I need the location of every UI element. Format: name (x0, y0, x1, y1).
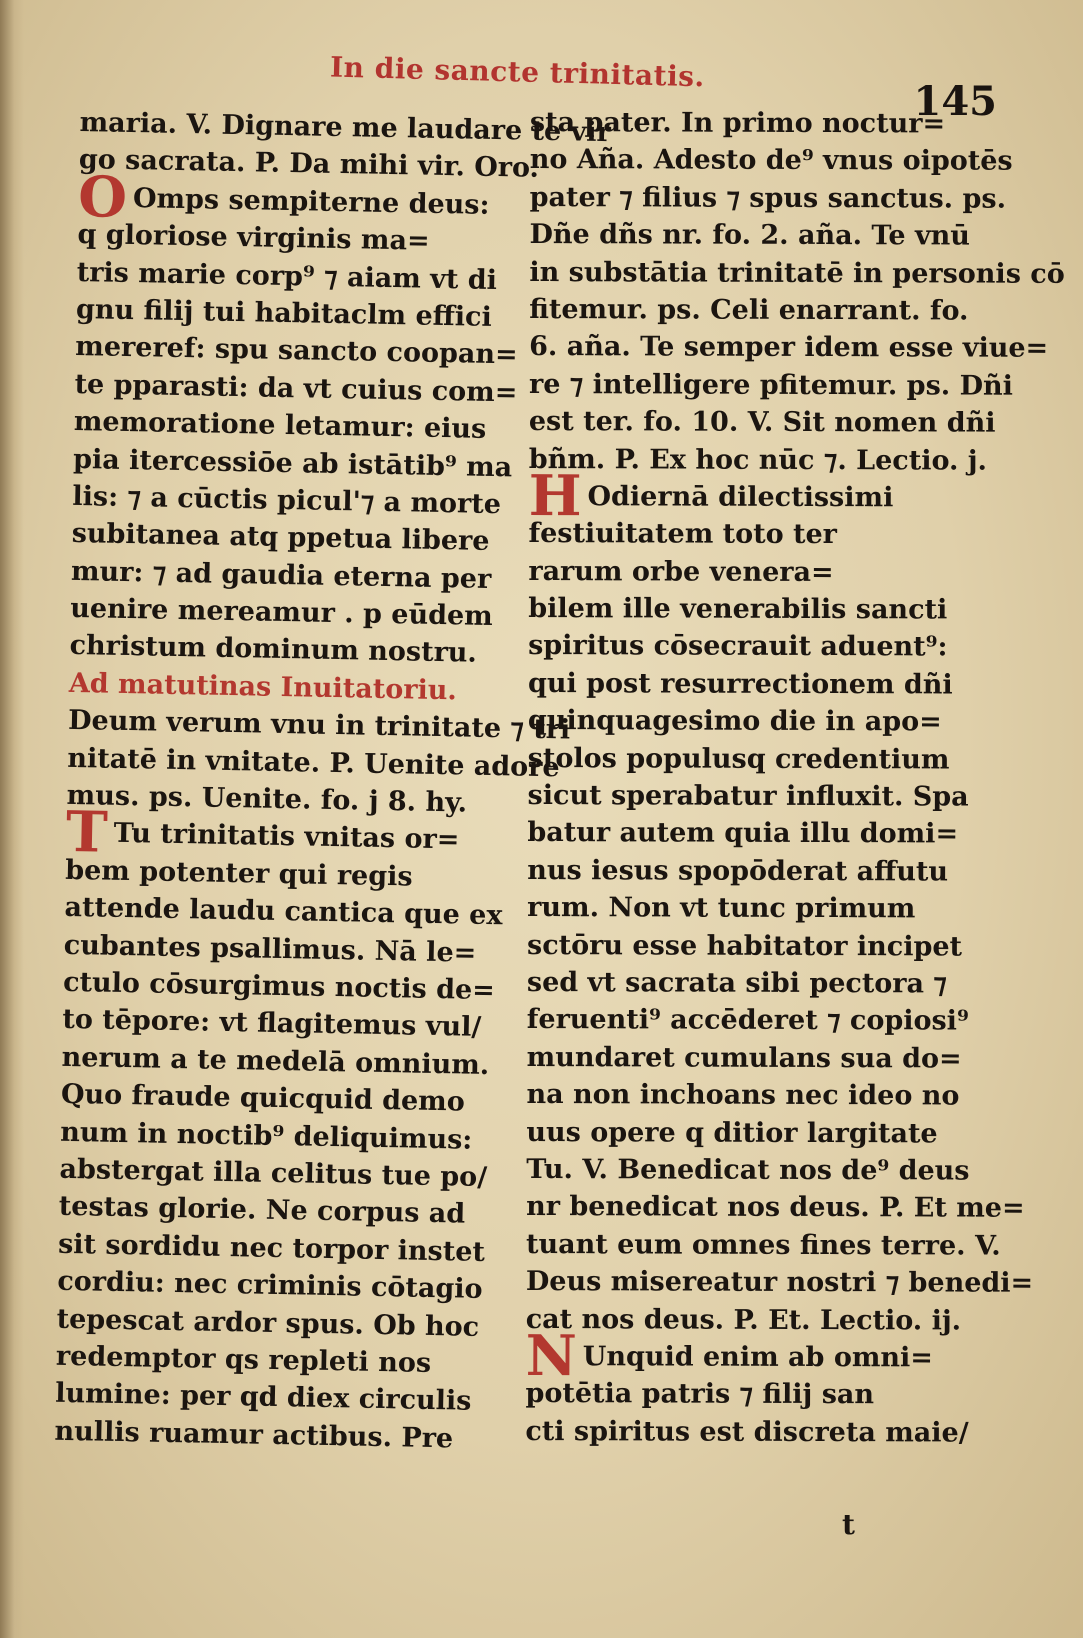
text-line: Quo fraude quicquid demo (60, 1078, 466, 1118)
text-line: lumine: per qd diex circulis (54, 1378, 472, 1418)
text-line: redemptor qs repleti nos (55, 1340, 432, 1379)
left-text-column (54, 104, 612, 1458)
text-line: mus. ps. Uenite. fo. j 8. hy. (66, 779, 468, 819)
text-line: attende laudu cantica que ex (64, 892, 503, 932)
text-line: cordiu: nec criminis cōtagio (57, 1265, 483, 1306)
text-line: mereref: spu sancto coopan= (75, 331, 518, 371)
folio-number: 145 (913, 78, 997, 125)
text-line: bem potenter qui regis (64, 854, 413, 893)
text-line: cubantes psallimus. Nā le= (63, 929, 477, 969)
text-line: cti spiritus est discreta maie/ (525, 1415, 969, 1449)
text-line: lis: ⁊ a cūctis picul'⁊ a morte (72, 480, 502, 521)
red-initial: N (525, 1322, 577, 1390)
text-line: est ter. fo. 10. V. Sit nomen dñi (528, 406, 996, 439)
text-line: nerum a te medelā omnium. (61, 1041, 490, 1081)
text-line: christum dominum nostru. (69, 630, 478, 670)
text-line: sit sordidu nec torpor instet (57, 1228, 486, 1268)
text-line: fitemur. ps. Celi enarrant. fo. (529, 293, 969, 327)
text-line: subitanea atq ppetua libere (71, 518, 490, 558)
red-initial: H (528, 462, 582, 530)
rubric-heading: Ad matutinas Inuitatoriu. (68, 667, 458, 707)
text-line: testas glorie. Ne corpus ad (58, 1191, 466, 1230)
text-line: quinquagesimo die in apo= (527, 705, 942, 738)
red-initial: T (65, 799, 109, 867)
text-line: tuant eum omnes fines terre. V. (525, 1228, 1001, 1262)
text-line: in substātia trinitatē in personis cō (529, 256, 1065, 290)
text-line: mundaret cumulans sua do= (526, 1041, 962, 1075)
text-line: cat nos deus. P. Et. Lectio. ij. (525, 1303, 962, 1337)
text-line: abstergat illa celitus tue po/ (59, 1153, 488, 1193)
text-line: no Aña. Adesto de⁹ vnus oipotēs (529, 144, 1013, 178)
text-line: bñm. P. Ex hoc nūc ⁊. Lectio. j. (528, 443, 988, 477)
right-text-column (525, 104, 1065, 1452)
text-line: num in noctib⁹ deliquimus: (59, 1116, 473, 1156)
text-line: nullis ruamur actibus. Pre (54, 1415, 454, 1455)
text-line: Dñe dñs nr. fo. 2. aña. Te vnū (529, 219, 970, 252)
text-line: mur: ⁊ ad gaudia eterna per (70, 555, 492, 595)
text-line: nitatē in vnitate. P. Uenite adore (67, 742, 560, 783)
text-line: na non inchoans nec ideo no (526, 1079, 960, 1112)
text-line-content: Omps sempiterne deus: (132, 182, 490, 221)
text-line: go sacrata. P. Da mihi vir. Oro. (78, 144, 540, 185)
text-line (528, 462, 999, 530)
text-line (525, 1322, 996, 1390)
catchword: t (842, 1508, 855, 1541)
text-line: batur autem quia illu domi= (527, 817, 959, 850)
text-line: q gloriose virginis ma= (77, 219, 430, 257)
text-line: festiuitatem toto ter (528, 518, 837, 551)
text-line: sctōru esse habitator incipet (527, 929, 963, 963)
text-line: pia itercessiōe ab istātib⁹ ma (72, 443, 513, 483)
text-line: bilem ille venerabilis sancti (528, 593, 948, 626)
text-line: potētia patris ⁊ filij san (525, 1378, 875, 1411)
text-line: feruenti⁹ accēderet ⁊ copiosi⁹ (526, 1004, 969, 1037)
text-line-content: Tu trinitatis vnitas or= (113, 818, 460, 856)
text-line: Deus misereatur nostri ⁊ benedi= (525, 1266, 1034, 1299)
text-line: rum. Non vt tunc primum (527, 892, 916, 925)
text-line: nr benedicat nos deus. P. Et me= (526, 1191, 1025, 1225)
text-line: 6. aña. Te semper idem esse viue= (529, 331, 1049, 365)
text-line: spiritus cōsecrauit aduent⁹: (528, 630, 948, 663)
text-line: ctulo cōsurgimus noctis de= (62, 966, 496, 1007)
text-line: pater ⁊ filius ⁊ spus sanctus. ps. (529, 181, 1007, 215)
text-line: sta pater. In primo noctur= (529, 106, 946, 140)
text-line: nus iesus spopōderat affutu (527, 854, 949, 888)
text-line: re ⁊ intelligere pfitemur. ps. Dñi (528, 368, 1013, 402)
text-line: to tēpore: vt flagitemus vul/ (62, 1004, 482, 1044)
page-gutter-shadow (0, 0, 24, 1638)
running-head: In die sancte trinitatis. (329, 50, 706, 94)
text-line: sicut sperabatur influxit. Spa (527, 780, 969, 813)
text-line: uenire mereamur . p eūdem (70, 592, 494, 633)
text-line: stolos populusq credentium (527, 742, 950, 776)
text-line-content: Odiernā dilectissimi (587, 481, 894, 514)
text-line: gnu filij tui habitaclm effici (75, 293, 493, 333)
text-line: rarum orbe venera= (528, 555, 834, 588)
text-line: Tu. V. Benedicat nos de⁹ deus (526, 1153, 970, 1187)
text-line: qui post resurrectionem dñi (527, 667, 953, 701)
text-line-content: Unquid enim ab omni= (582, 1341, 933, 1374)
text-line: memoratione letamur: eius (73, 406, 487, 445)
text-line: tepescat ardor spus. Ob hoc (56, 1303, 480, 1343)
red-initial: O (77, 163, 128, 231)
text-line: uus opere q ditior largitate (526, 1116, 938, 1149)
text-line: Deum verum vnu in trinitate ⁊ tri (67, 705, 571, 746)
text-line: maria. V. Dignare me laudare te vir (79, 106, 612, 149)
text-line: sed vt sacrata sibi pectora ⁊ (526, 966, 947, 1000)
text-line: tris marie corp⁹ ⁊ aiam vt di (76, 256, 498, 296)
text-line: te pparasti: da vt cuius com= (74, 368, 518, 409)
